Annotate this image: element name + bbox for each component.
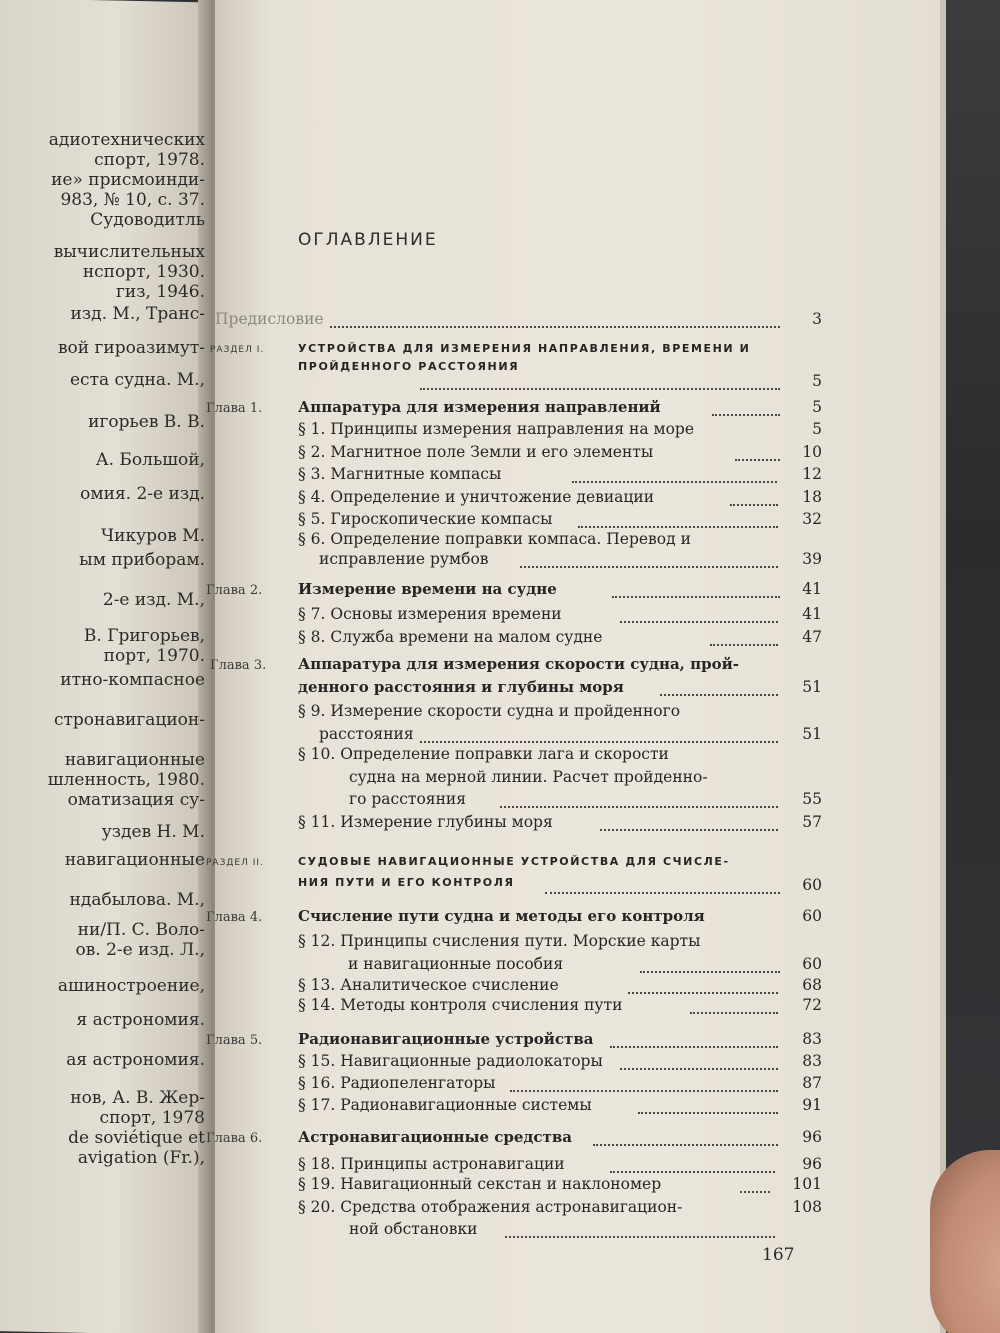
toc-entry-page: 5: [812, 398, 822, 416]
toc-entry-title: § 12. Принципы счисления пути. Морские карты: [298, 932, 701, 950]
toc-entry-page: 60: [802, 876, 822, 894]
toc-entry-title: § 3. Магнитные компасы: [298, 465, 502, 483]
toc-entry-title: § 1. Принципы измерения направления на море: [298, 420, 695, 438]
dot-leader: [420, 384, 780, 390]
toc-entry: [0, 1220, 1000, 1242]
dot-leader: [578, 522, 778, 528]
left-page-line: Чикуров М.: [100, 526, 205, 546]
toc-entry-title: Аппаратура для измерения направлений: [298, 398, 661, 416]
left-page-line: уздев Н. М.: [101, 822, 205, 842]
dot-leader: [520, 562, 778, 568]
toc-entry-title: § 15. Навигационные радиолокаторы: [298, 1052, 603, 1070]
toc-entry: [0, 1155, 1000, 1177]
toc-entry: [0, 725, 1000, 747]
toc-entry-page: 101: [792, 1175, 822, 1193]
toc-title: ОГЛАВЛЕНИЕ: [298, 230, 438, 250]
left-page-line: омия. 2-е изд.: [80, 484, 205, 504]
toc-entry-page: 5: [812, 372, 822, 390]
toc-entry-page: 96: [802, 1128, 822, 1146]
left-page-line: ндабылова. М.,: [69, 890, 205, 910]
dot-leader: [593, 1140, 778, 1146]
toc-entry-title: исправление румбов: [319, 550, 489, 568]
dot-leader: [710, 640, 778, 646]
left-page-line: нспорт, 1930.: [82, 262, 205, 282]
toc-entry-title: § 10. Определение поправки лага и скорости: [298, 745, 669, 763]
left-page-line: ни/П. С. Воло-: [77, 920, 205, 940]
toc-entry-page: 72: [802, 996, 822, 1014]
left-page-line: навигационные: [64, 850, 205, 870]
toc-entry-page: 51: [802, 678, 822, 696]
toc-entry: [0, 768, 1000, 790]
left-page-line: вычислительных: [53, 242, 205, 262]
dot-leader: [610, 1042, 778, 1048]
toc-entry-page: 51: [802, 725, 822, 743]
toc-entry-title: § 16. Радиопеленгаторы: [298, 1074, 496, 1092]
left-page-line: я астрономия.: [76, 1010, 205, 1030]
left-page-line: avigation (Fr.),: [77, 1148, 205, 1168]
toc-entry-title: Счисление пути судна и методы его контроля: [298, 907, 705, 925]
toc-entry-page: 96: [802, 1155, 822, 1173]
toc-entry-label: РАЗДЕЛ II.: [206, 858, 264, 868]
toc-entry-title: § 6. Определение поправки компаса. Перевод и: [298, 530, 691, 548]
page-number: 167: [762, 1245, 795, 1265]
toc-entry-page: 41: [802, 580, 822, 598]
toc-entry: [0, 443, 1000, 465]
toc-entry-page: 41: [802, 605, 822, 623]
toc-entry-title: УСТРОЙСТВА ДЛЯ ИЗМЕРЕНИЯ НАПРАВЛЕНИЯ, ВРЕМЕНИ И: [298, 342, 751, 355]
left-page-line: еста судна. М.,: [69, 370, 205, 390]
toc-entry-title: § 17. Радионавигационные системы: [298, 1096, 592, 1114]
toc-entry: [0, 398, 1000, 420]
toc-entry-title: § 13. Аналитическое счисление: [298, 976, 559, 994]
toc-entry-page: 32: [802, 510, 822, 528]
toc-entry-page: 5: [812, 420, 822, 438]
toc-entry: [0, 876, 1000, 898]
toc-entry-page: 55: [802, 790, 822, 808]
left-page-line: нов, А. В. Жер-: [70, 1088, 205, 1108]
toc-entry-page: 83: [802, 1052, 822, 1070]
toc-entry: [0, 580, 1000, 602]
toc-entry-title: Предисловие: [215, 310, 324, 328]
dot-leader: [610, 1167, 775, 1173]
left-page-line: В. Григорьев,: [83, 626, 205, 646]
toc-entry: [0, 1175, 1000, 1197]
toc-entry-page: 60: [802, 907, 822, 925]
toc-entry-title: Астронавигационные средства: [298, 1128, 572, 1146]
dot-leader: [730, 500, 778, 506]
toc-entry: [0, 813, 1000, 835]
left-page-line: итно-компасное: [60, 670, 205, 690]
toc-entry-label: Глава 5.: [206, 1033, 263, 1048]
toc-entry: [0, 420, 1000, 442]
toc-entry-title: Измерение времени на судне: [298, 580, 557, 598]
dot-leader: [690, 1008, 778, 1014]
dot-leader: [500, 802, 778, 808]
dot-leader: [740, 1187, 770, 1193]
toc-entry-label: Глава 6.: [206, 1131, 263, 1146]
left-page-line: стронавигацион-: [53, 710, 205, 730]
dot-leader: [712, 410, 780, 416]
toc-entry: [0, 678, 1000, 700]
dot-leader: [505, 1232, 775, 1238]
toc-entry-page: 47: [802, 628, 822, 646]
left-page-line: А. Большой,: [95, 450, 205, 470]
toc-entry-label: Глава 2.: [206, 583, 263, 598]
toc-entry-title: НИЯ ПУТИ И ЕГО КОНТРОЛЯ: [298, 876, 515, 889]
toc-preface: [0, 310, 1000, 332]
toc-entry-page: 87: [802, 1074, 822, 1092]
toc-entry-title: и навигационные пособия: [348, 955, 564, 973]
dot-leader: [330, 322, 780, 328]
toc-entry-title: расстояния: [319, 725, 414, 743]
dot-leader: [620, 617, 778, 623]
toc-entry-title: СУДОВЫЕ НАВИГАЦИОННЫЕ УСТРОЙСТВА ДЛЯ СЧИСЛЕ-: [298, 855, 730, 868]
toc-entry-title: § 20. Средства отображения астронавигацион-: [298, 1198, 683, 1216]
toc-entry-title: § 11. Измерение глубины моря: [298, 813, 553, 831]
toc-entry: [0, 465, 1000, 487]
toc-entry: [0, 996, 1000, 1018]
toc-entry: [0, 1052, 1000, 1074]
left-page-line: 2-е изд. М.,: [102, 590, 205, 610]
toc-entry-page: 57: [802, 813, 822, 831]
dot-leader: [640, 967, 780, 973]
dot-leader: [638, 1108, 778, 1114]
left-page-line: ов. 2-е изд. Л.,: [75, 940, 205, 960]
toc-entry: [0, 745, 1000, 767]
toc-entry-label: Глава 3.: [210, 658, 267, 673]
toc-entry-page: 60: [802, 955, 822, 973]
toc-entry-page: 3: [812, 310, 822, 328]
left-page-line: шленность, 1980.: [47, 770, 205, 790]
toc-entry-page: 83: [802, 1030, 822, 1048]
toc-entry-title: § 4. Определение и уничтожение девиации: [298, 488, 655, 506]
left-page-line: гиз, 1946.: [116, 282, 205, 302]
toc-entry-title: § 9. Измерение скорости судна и пройденного: [298, 702, 681, 720]
toc-entry-page: 18: [802, 488, 822, 506]
dot-leader: [735, 455, 780, 461]
toc-entry-title: § 18. Принципы астронавигации: [298, 1155, 565, 1173]
dot-leader: [545, 888, 780, 894]
toc-entry-label: РАЗДЕЛ I.: [210, 345, 265, 355]
toc-entry: [0, 1198, 1000, 1220]
toc-entry: [0, 907, 1000, 929]
toc-entry-page: 68: [802, 976, 822, 994]
toc-entry-page: 108: [792, 1198, 822, 1216]
left-page-line: ашиностроение,: [57, 976, 205, 996]
left-page-line: 983, № 10, с. 37.: [60, 190, 205, 210]
dot-leader: [628, 988, 778, 994]
toc-entry-title: денного расстояния и глубины моря: [298, 678, 624, 696]
left-page-line: Судоводитль: [90, 210, 205, 230]
left-page-line: ым приборам.: [79, 550, 205, 570]
toc-entry: [0, 372, 1000, 394]
toc-entry-title: § 2. Магнитное поле Земли и его элементы: [298, 443, 654, 461]
toc-entry: [0, 488, 1000, 510]
dot-leader: [420, 737, 778, 743]
toc-entry-page: 12: [802, 465, 822, 483]
left-page-line: вой гироазимут-: [57, 338, 205, 358]
toc-entry-title: го расстояния: [349, 790, 467, 808]
toc-entry: [0, 655, 1000, 677]
toc-entry-page: 10: [802, 443, 822, 461]
toc-entry: [0, 932, 1000, 954]
toc-entry: [0, 855, 1000, 877]
toc-entry: [0, 1030, 1000, 1052]
dot-leader: [510, 1086, 778, 1092]
toc-entry-title: § 8. Служба времени на малом судне: [298, 628, 603, 646]
dot-leader: [620, 1064, 778, 1070]
left-page-line: навигационные: [64, 750, 205, 770]
toc-entry: [0, 1074, 1000, 1096]
toc-entry-label: Глава 4.: [206, 910, 263, 925]
toc-entry: [0, 1096, 1000, 1118]
toc-entry-page: 91: [802, 1096, 822, 1114]
toc-entry: [0, 976, 1000, 998]
left-page-line: порт, 1970.: [103, 646, 205, 666]
left-page-line: адиотехнических: [48, 130, 205, 150]
toc-entry: [0, 550, 1000, 572]
left-page-line: оматизация су-: [67, 790, 205, 810]
toc-entry-title: § 19. Навигационный секстан и наклономер: [298, 1175, 662, 1193]
dot-leader: [660, 690, 778, 696]
left-page-line: спорт, 1978.: [94, 150, 205, 170]
toc-entry-title: Радионавигационные устройства: [298, 1030, 594, 1048]
toc-entry: [0, 702, 1000, 724]
toc-entry-title: ной обстановки: [349, 1220, 478, 1238]
toc-entry: [0, 510, 1000, 532]
left-page-line: изд. М., Транс-: [70, 304, 205, 324]
dot-leader: [612, 592, 780, 598]
left-page-line: спорт, 1978: [99, 1108, 205, 1128]
toc-entry: [0, 955, 1000, 977]
toc-entry-title: ПРОЙДЕННОГО РАССТОЯНИЯ: [298, 360, 520, 373]
toc-entry-label: Глава 1.: [206, 401, 263, 416]
left-page-line: игорьев В. В.: [88, 412, 205, 432]
left-page-line: de soviétique et: [68, 1128, 205, 1148]
toc-entry-title: судна на мерной линии. Расчет пройденно-: [349, 768, 708, 786]
toc-entry-title: Аппаратура для измерения скорости судна, прой-: [298, 655, 739, 673]
toc-entry: [0, 790, 1000, 812]
toc-entry-page: 39: [802, 550, 822, 568]
left-page-line: ие» присмоинди-: [51, 170, 205, 190]
dot-leader: [600, 825, 778, 831]
dot-leader: [572, 477, 777, 483]
toc-entry: [0, 530, 1000, 552]
toc-entry: [0, 1128, 1000, 1150]
left-page-line: ая астрономия.: [66, 1050, 205, 1070]
toc-entry-title: § 7. Основы измерения времени: [298, 605, 562, 623]
toc-entry: [0, 605, 1000, 627]
toc-entry: [0, 628, 1000, 650]
toc-entry-title: § 5. Гироскопические компасы: [298, 510, 553, 528]
toc-entry-title: § 14. Методы контроля счисления пути: [298, 996, 623, 1014]
